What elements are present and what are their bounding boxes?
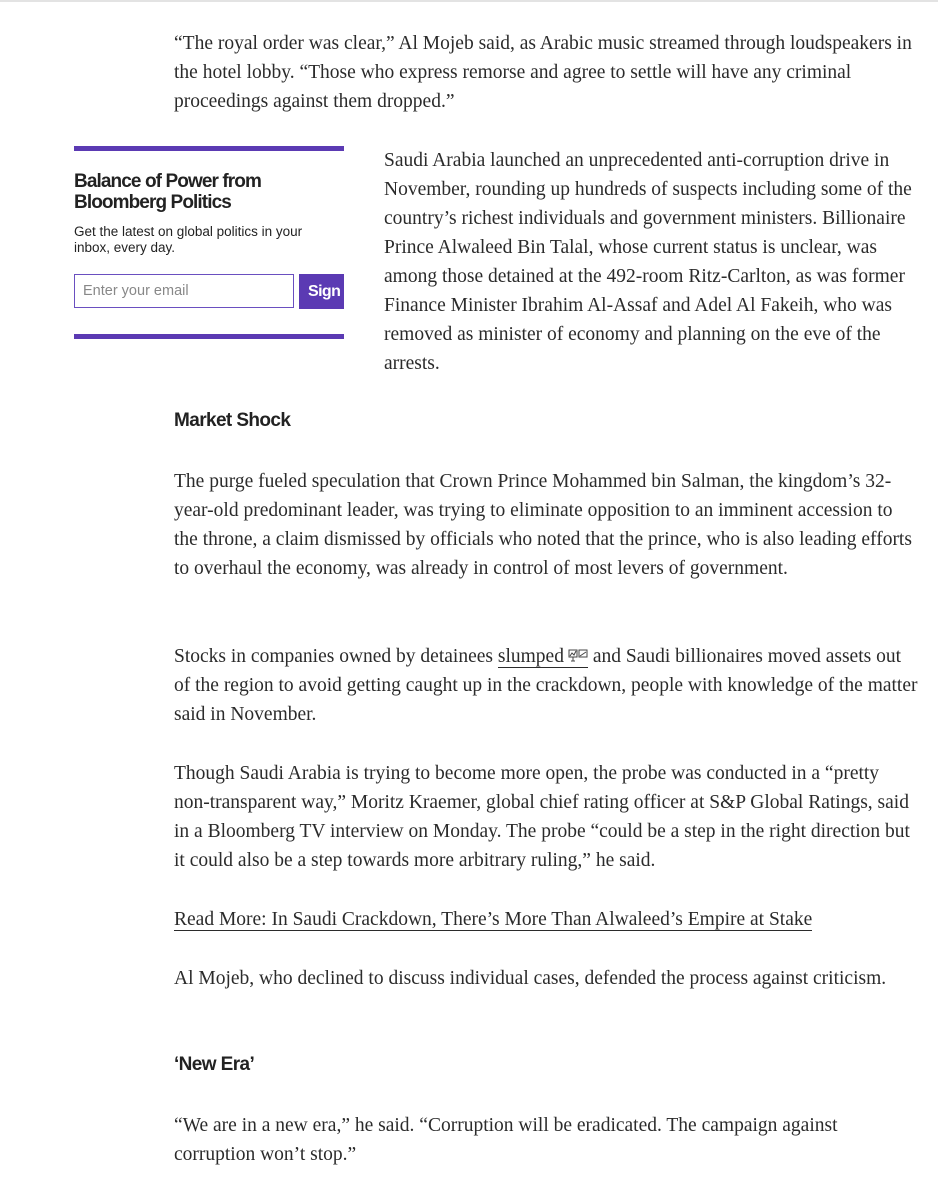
email-input[interactable] — [74, 274, 294, 308]
article-paragraph-5: Though Saudi Arabia is trying to become more open, the probe was conducted in a “pretty non-transparent way,” Moritz Kraemer, global chief rating officer at S&P Global Ratings, said in a Bloomberg TV interview on Monday. The probe “could be a step in the right direction but it could also be a step towards more arbitrary ruling,” he said. — [174, 763, 910, 871]
newsletter-bottom-bar — [74, 334, 344, 339]
article-paragraph-2: Saudi Arabia launched an unprecedented anti-corruption drive in November, rounding up hundreds of suspects including some of the country’s richest individuals and government ministers. Billionaire Prince Alwaleed Bin Talal, whose current status is unclear, was among those detained at the 492-room Ritz-Carlton, as was former Finance Minister Ibrahim Al-Assaf and Adel Al Fakeih, who was removed as minister of economy and planning on the eve of the arrests. — [384, 150, 912, 374]
newsletter-signup-box — [74, 146, 365, 340]
newsletter-description: Get the latest on global politics in your inbox, every day. — [74, 224, 303, 255]
newsletter-top-bar — [74, 146, 344, 151]
top-divider — [0, 0, 938, 2]
slumped-link[interactable] — [498, 646, 588, 668]
sign-up-button[interactable]: Sign Up — [299, 274, 344, 309]
article-paragraph-6: Al Mojeb, who declined to discuss individual cases, defended the process against criticism. — [174, 968, 887, 989]
slumped-link-text: slumped — [497, 646, 564, 667]
newsletter-title: Balance of Power from Bloomberg Politics — [74, 171, 261, 213]
read-more-paragraph — [174, 905, 919, 934]
section-heading-market-shock: Market Shock — [174, 410, 291, 431]
article-paragraph-4 — [174, 642, 919, 729]
read-more-link[interactable]: Read More: In Saudi Crackdown, There’s More Than Alwaleed’s Empire at Stake — [174, 909, 813, 930]
paragraph-4-text-before: Stocks in companies owned by detainees — [174, 646, 498, 667]
article-paragraph-7: “We are in a new era,” he said. “Corruption will be eradicated. The campaign against corruption won’t stop.” — [174, 1115, 838, 1165]
article-paragraph-1: “The royal order was clear,” Al Mojeb said, as Arabic music streamed through loudspeakers in the hotel lobby. “Those who express remorse and agree to settle will have any criminal proceedings against them dropped.” — [174, 33, 912, 112]
paragraph-4-text-after: and Saudi billionaires moved assets out of the region to avoid getting caught up in the crackdown, people with knowledge of the matter said in November. — [174, 646, 918, 725]
article-paragraph-3: The purge fueled speculation that Crown Prince Mohammed bin Salman, the kingdom’s 32-year-old predominant leader, was trying to eliminate opposition to an imminent accession to the throne, a claim dismissed by officials who noted that the prince, who is also leading efforts to overhaul the economy, was already in control of most levers of government. — [174, 471, 912, 579]
section-heading-new-era: ‘New Era’ — [174, 1054, 255, 1075]
chart-icon — [568, 649, 588, 663]
